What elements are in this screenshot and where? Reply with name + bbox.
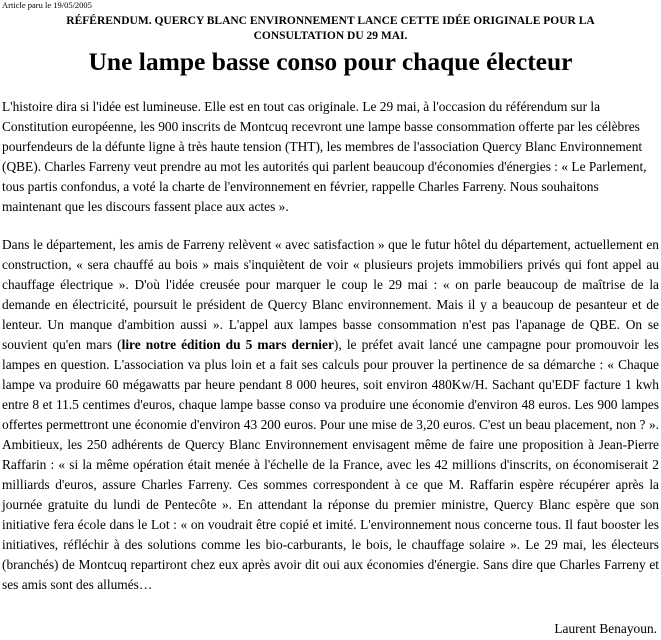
article-paragraph-1: L'histoire dira si l'idée est lumineuse. Elle est en tout cas originale. Le 29 mai, à l'occasion du référendum sur la Constitution européenne, les 900 inscrits de Montcuq recevront une lampe basse consommation offerte par les célèbres pourfendeurs de la défunte ligne à très haute tension (THT), les membres de l'association Quercy Blanc Environnement (QBE). Charles Farreny veut prendre au mot les autorités qui parlent beaucoup d'économies d'énergies : « Le Parlement, tous partis confondus, a voté la charte de l'environnement en février, rappelle Charles Farreny. Nous souhaitons maintenant que les discours fassent place aux actes ». (2, 99, 647, 214)
article-author-signature: Laurent Benayoun. (554, 621, 657, 636)
article-dateline: Article paru le 19/05/2005 (2, 0, 92, 10)
kicker-line-1: RÉFÉRENDUM. QUERCY BLANC ENVIRONNEMENT LANCE CETTE IDÉE ORIGINALE POUR LA (66, 15, 595, 27)
article-paragraph-2 (2, 235, 659, 595)
paragraph-2-text-start: Dans le département, les amis de Farreny relèvent « avec satisfaction » que le futur hôtel du département, actuellement en construction, « sera chauffé au bois » mais s'inquiètent de voir « plusieurs projets immobiliers privés qui font appel au chauffage électrique ». D'où l'idée creusée pour marquer le coup le 29 mai : « on parle beaucoup de maîtrise de la demande en électricité, poursuit le président de Quercy Blanc environnement. Mais il y a beaucoup de pesanteur et de lenteur. Un manque d'ambition aussi ». L'appel aux lampes basse consommation n'est pas l'apanage de QBE. On se souvient qu'en mars ( (2, 237, 659, 352)
article-headline: Une lampe basse conso pour chaque électeur (88, 47, 573, 76)
article-kicker (20, 14, 641, 44)
kicker-line-2: CONSULTATION DU 29 MAI. (253, 30, 408, 42)
edition-reference-link[interactable]: lire notre édition du 5 mars dernier (121, 337, 334, 352)
paragraph-2-text-end: ), le préfet avait lancé une campagne pour promouvoir les lampes en question. L'association va plus loin et a fait ses calculs pour prouver la pertinence de sa démarche : « Chaque lampe va produire 60 mégawatts par heure pendant 8 000 heures, soit environ 480Kw/H. Sachant qu'EDF facture 1 kwh entre 8 et 11.5 centimes d'euros, chaque lampe basse conso va produire une économie d'environ 48 euros. Les 900 lampes offertes permettront une économie d'environ 43 200 euros. Pour une mise de 3,20 euros. C'est un beau placement, non ? ». Ambitieux, les 250 adhérents de Quercy Blanc Environnement envisagent même de faire une proposition à Jean-Pierre Raffarin : « si la même opération était menée à l'échelle de la France, avec les 42 millions d'inscrits, on économiserait 2 milliards d'euros, assure Charles Farreny. Ces sommes correspondent à ce que M. Raffarin espère récupérer après la journée gratuite du lundi de Pentecôte ». En attendant la réponse du premier ministre, Quercy Blanc espère que son initiative fera école dans le Lot : « on voudrait être copié et imité. L'environnement nous concerne tous. Il faut booster les initiatives, réfléchir à des solutions comme les bio-carburants, le bois, le chauffage solaire ». Le 29 mai, les électeurs (branchés) de Montcuq repartiront chez eux après avoir dit oui aux économies d'énergie. Sans dire que Charles Farreny et ses amis sont des allumés… (2, 337, 659, 592)
